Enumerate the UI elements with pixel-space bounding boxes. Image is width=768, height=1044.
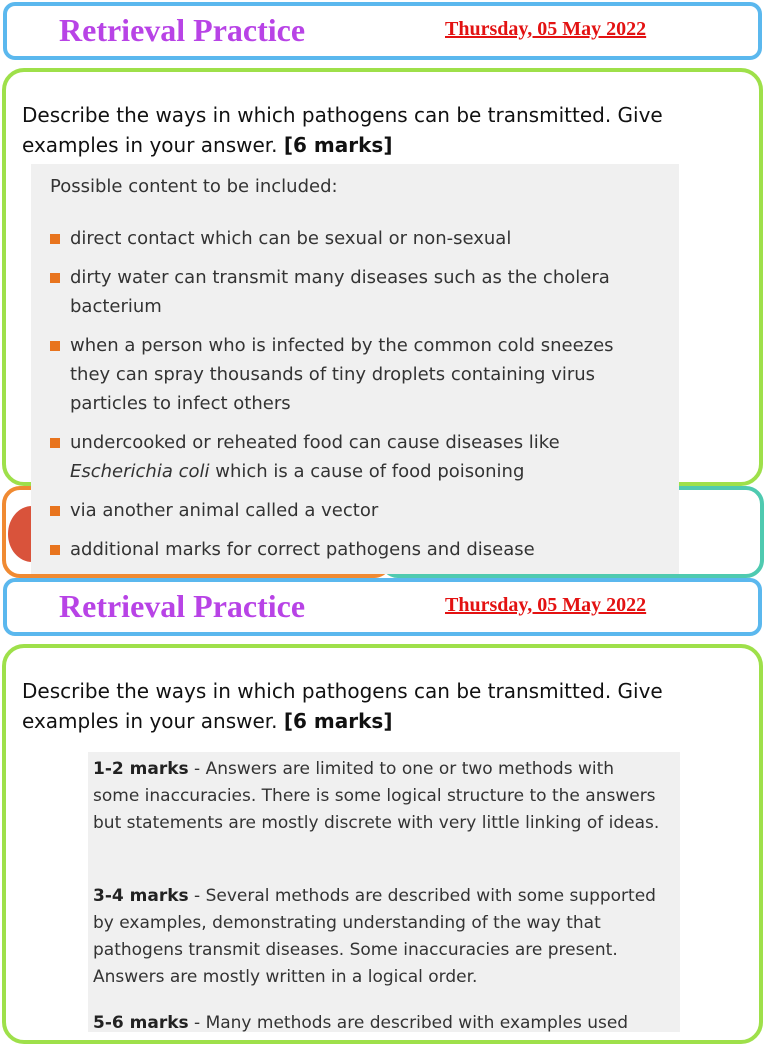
question-body: Describe the ways in which pathogens can be transmitted. Give examples in your answer. [22,103,663,157]
mark-band [93,756,663,837]
list-item-text: via another animal called a vector [70,500,379,521]
square-bullet-icon [50,234,60,244]
list-item-text: additional marks for correct pathogens and disease [70,539,535,560]
list-item-text: direct contact which can be sexual or non-sexual [70,228,512,249]
list-item-text: which is a cause of food poisoning [209,461,525,482]
question-body: Describe the ways in which pathogens can be transmitted. Give examples in your answer. [22,679,663,733]
slide-title: Retrieval Practice [59,12,306,48]
mark-band-text: - Answers are limited to one or two methods with some inaccuracies. There is some logical structure to the answers but statements are mostly discrete with very little linking of ideas. [93,759,660,833]
mark-scheme-panel [88,752,680,1032]
list-item-text: when a person who is infected by the common cold sneezes they can spray thousands of tiny droplets containing virus particles to infect others [70,335,614,414]
square-bullet-icon [50,438,60,448]
mark-band-label: 1-2 marks [93,759,189,779]
species-name: Escherichia coli [70,461,210,482]
mark-band-label: 5-6 marks [93,1013,189,1033]
question-text-1 [22,100,722,160]
list-item-text: dirty water can transmit many diseases such as the cholera bacterium [70,267,610,317]
list-item [48,535,658,564]
square-bullet-icon [50,506,60,516]
square-bullet-icon [50,341,60,351]
list-item [48,428,658,486]
title-bar-1 [3,2,762,60]
mark-band [93,883,663,991]
list-item [48,496,658,525]
list-item [48,331,658,418]
mark-band-text: - Several methods are described with some supported by examples, demonstrating understanding of the way that pathogens transmit diseases. Some inaccuracies are present. Answers are mostly written in a logical order. [93,886,656,987]
mark-band-label: 3-4 marks [93,886,189,906]
list-item [48,263,658,321]
mark-band-text: - Many methods are described with examples used [188,1013,629,1033]
panel-heading: Possible content to be included: [50,176,338,197]
slide-title: Retrieval Practice [59,588,306,624]
square-bullet-icon [50,545,60,555]
list-item [48,224,658,253]
content-list [48,224,658,574]
title-bar-2 [3,578,762,636]
question-marks: [6 marks] [283,133,393,157]
possible-content-panel [31,164,679,574]
slide-date: Thursday, 05 May 2022 [445,18,647,40]
list-item-text: undercooked or reheated food can cause diseases like [70,432,560,453]
question-marks: [6 marks] [283,709,393,733]
square-bullet-icon [50,273,60,283]
slide-date: Thursday, 05 May 2022 [445,594,647,616]
question-text-2 [22,676,722,736]
